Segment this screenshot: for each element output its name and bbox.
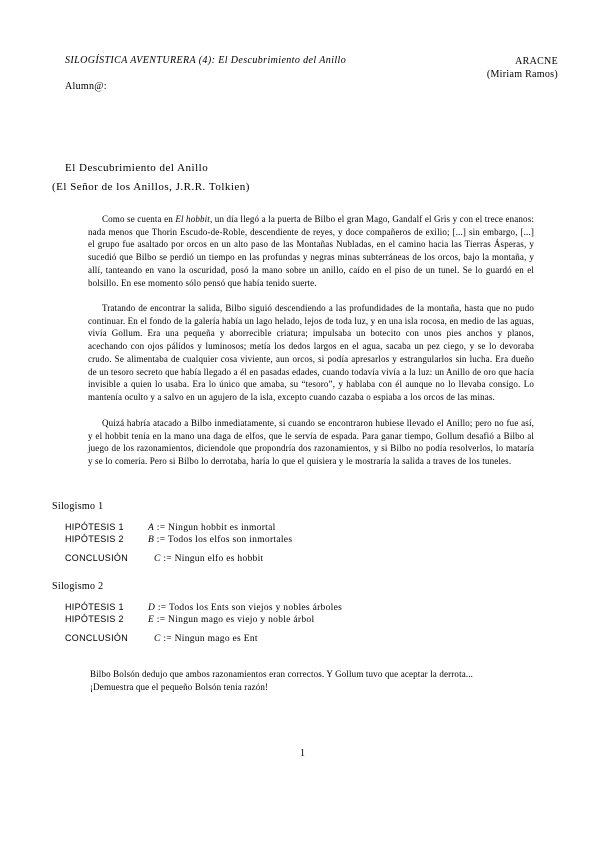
silogismo-2-hipotesis-1: [65, 602, 342, 613]
paragraph-2-text: Tratando de encontrar la salida, Bilbo siguió descendiendo a las profundidades de la montaña, hasta que no pudo continuar. En el fondo de la galería había un lago helado, lejos de toda luz, y en una isla rocosa, en medio de las aguas, vivía Gollum. Era una pequeña y aborrecible criatura; impulsaba un botecito con unos pies anchos y planos, acechando con ojos pálidos y luminosos; metía los dedos largos en el agua, sacaba un pez ciego, y se lo devoraba crudo. Se alimentaba de cualquier cosa viviente, aun orcos, si podía apresarlos y estrangularlos sin lucha. Era dueño de un tesoro secreto que había llegado a él en pasadas edades, cuando todavía vivía a la luz: un Anillo de oro que hacía invisible a quien lo usaba. Era lo único que amaba, su “tesoro”, y hablaba con él aunque no lo llevaba consigo. Lo mantenía oculto y a salvo en un agujero de la isla, excepto cuando cazaba o espiaba a los orcos de las minas.: [88, 303, 534, 402]
proposition-text: := Todos los Ents son viejos y nobles árboles: [155, 603, 343, 613]
header-title: SILOGÍSTICA AVENTURERA (4): El Descubrimiento del Anillo: [65, 55, 347, 66]
silogismo-2-conclusion: [65, 633, 258, 644]
header-org: ARACNE: [515, 56, 558, 67]
proposition-text: := Todos los elfos son inmortales: [154, 535, 293, 545]
hipotesis-label: HIPÓTESIS 2: [65, 534, 124, 544]
header-author-name: (Miriam Ramos): [486, 69, 558, 80]
hipotesis-label: HIPÓTESIS 1: [65, 522, 124, 532]
paragraph-1-pre: Como se cuenta en: [102, 214, 176, 224]
closing-line-2: ¡Demuestra que el pequeño Bolsón tenia razón!: [90, 681, 269, 692]
paragraph-3-text: Quizá habría atacado a Bilbo inmediatamente, si cuando se encontraron hubiese llevado el Anillo; pero no fue así, y el hobbit tenía en la mano una daga de elfos, que le servía de espada. Para ganar tiempo, Gollum desafió a Bilbo al juego de los razonamientos, diciendole que propondría dos razonamientos, y si Bilbo no podía resolverlos, lo mataría y se lo comería. Pero si Bilbo lo derrotaba, haría lo que el quisiera y le mostraría la salida a traves de los tuneles.: [88, 418, 534, 467]
paragraph-1: [88, 213, 534, 289]
section-subtitle: (El Señor de los Anillos, J.R.R. Tolkien): [52, 181, 250, 193]
silogismo-1-conclusion: [65, 553, 263, 564]
hipotesis-label: HIPÓTESIS 2: [65, 614, 124, 624]
proposition-var: E: [148, 615, 155, 625]
silogismo-1-heading: Silogismo 1: [52, 501, 104, 512]
proposition-var: C: [154, 554, 161, 564]
proposition-text: := Ningun elfo es hobbit: [160, 554, 264, 564]
silogismo-1-hipotesis-2: [65, 534, 292, 545]
section-title: El Descubrimiento del Anillo: [65, 162, 209, 174]
silogismo-2-hipotesis-2: [65, 614, 314, 625]
paragraph-1-post: , un día llegó a la puerta de Bilbo el gran Mago, Gandalf el Gris y con el trece enanos: nada menos que Thorin Escudo-de-Roble, descendiente de reyes, y doce compañeros de exilio; [...] sin embargo, [...] el grupo fue asaltado por orcos en un alto paso de las Montañas Nubladas, en el camino hacia las Tierras Ásperas, y sucedió que Bilbo se perdió un tiempo en las profundas y negras minas subterráneas de los orcos, bajo la montaña, y allí, tanteando en vano la oscuridad, posó la mano sobre un anillo, caído en el piso de un tunel. Se lo guardó en el bolsillo. En ese momento sólo pensó que había tenido suerte.: [88, 214, 534, 288]
closing-line-1: Bilbo Bolsón dedujo que ambos razonamientos eran correctos. Y Gollum tuvo que aceptar la derrota...: [90, 669, 474, 679]
book-title: El hobbit: [175, 214, 210, 224]
conclusion-label: CONCLUSIÓN: [65, 633, 129, 643]
header-author: [487, 55, 558, 81]
student-label: Alumn@:: [65, 81, 107, 92]
proposition-text: := Ningun mago es Ent: [160, 634, 258, 644]
hipotesis-label: HIPÓTESIS 1: [65, 602, 124, 612]
proposition-text: := Ningun hobbit es inmortal: [154, 523, 276, 533]
silogismo-2-heading: Silogismo 2: [52, 581, 104, 592]
paragraph-2: [88, 302, 534, 404]
proposition-text: := Ningun mago es viejo y noble árbol: [154, 615, 315, 625]
closing-text: [90, 668, 536, 693]
proposition-var: C: [154, 634, 161, 644]
proposition-var: B: [148, 535, 155, 545]
conclusion-label: CONCLUSIÓN: [65, 553, 129, 563]
paragraph-3: [88, 417, 534, 468]
proposition-var: A: [148, 523, 155, 533]
page-number: 1: [300, 748, 305, 759]
silogismo-1-hipotesis-1: [65, 522, 276, 533]
proposition-var: D: [148, 603, 156, 613]
